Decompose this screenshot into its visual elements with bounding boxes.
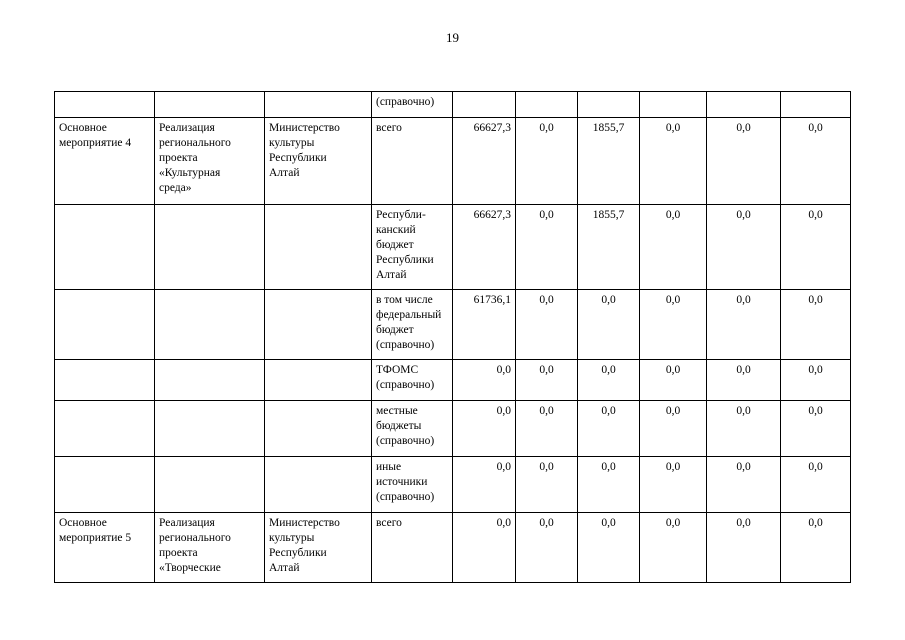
- value-cell: 0,0: [781, 457, 851, 513]
- value-cell: [781, 92, 851, 118]
- funding-source-cell: [372, 205, 453, 290]
- activity-cell: [55, 401, 155, 457]
- project-cell: [155, 401, 265, 457]
- value-cell: 0,0: [640, 360, 707, 401]
- value-cell: 0,0: [578, 457, 640, 513]
- funding-source-text: Республи- канский бюджет Республики Алтай: [376, 209, 434, 281]
- value-cell: 0,0: [707, 360, 781, 401]
- value-cell: 0,0: [781, 513, 851, 583]
- project-text: Реализация регионального проекта «Культурная среда»: [159, 122, 231, 194]
- value-cell: 0,0: [640, 290, 707, 360]
- value-cell: 0,0: [707, 205, 781, 290]
- value-cell: 0,0: [640, 118, 707, 205]
- value-cell: 0,0: [516, 290, 578, 360]
- value-cell: 0,0: [707, 290, 781, 360]
- activity-text: Основное мероприятие 4: [59, 122, 132, 149]
- value-cell: 0,0: [781, 205, 851, 290]
- value-cell: 0,0: [516, 513, 578, 583]
- funding-source-text: местные бюджеты (справочно): [376, 405, 435, 447]
- value-cell: 0,0: [516, 205, 578, 290]
- executor-cell: [265, 513, 372, 583]
- value-cell: 0,0: [516, 118, 578, 205]
- value-cell: 0,0: [516, 360, 578, 401]
- activity-cell: [55, 457, 155, 513]
- value-cell: 0,0: [578, 290, 640, 360]
- value-cell: 0,0: [640, 401, 707, 457]
- value-cell: [707, 92, 781, 118]
- funding-source-text: в том числе федеральный бюджет (справочно): [376, 294, 442, 351]
- value-cell: 66627,3: [453, 118, 516, 205]
- funding-source-text: ТФОМС (справочно): [376, 364, 435, 391]
- activity-cell: [55, 205, 155, 290]
- funding-source-cell: [372, 290, 453, 360]
- value-cell: 0,0: [781, 360, 851, 401]
- table-row: [55, 401, 851, 457]
- value-cell: 0,0: [707, 118, 781, 205]
- activity-cell: [55, 290, 155, 360]
- project-text: Реализация регионального проекта «Творческие: [159, 517, 231, 574]
- project-cell: [155, 457, 265, 513]
- activity-cell: [55, 92, 155, 118]
- table-row: [55, 360, 851, 401]
- value-cell: 0,0: [640, 205, 707, 290]
- activity-cell: [55, 118, 155, 205]
- funding-source-cell: [372, 92, 453, 118]
- funding-source-cell: [372, 360, 453, 401]
- value-cell: 0,0: [516, 457, 578, 513]
- executor-cell: [265, 401, 372, 457]
- executor-text: Министерство культуры Республики Алтай: [269, 122, 340, 179]
- executor-cell: [265, 205, 372, 290]
- value-cell: 0,0: [781, 401, 851, 457]
- executor-text: Министерство культуры Республики Алтай: [269, 517, 340, 574]
- value-cell: 0,0: [453, 360, 516, 401]
- executor-cell: [265, 290, 372, 360]
- value-cell: [516, 92, 578, 118]
- funding-source-text: всего: [376, 122, 402, 134]
- value-cell: 1855,7: [578, 118, 640, 205]
- project-cell: [155, 513, 265, 583]
- table-body: [55, 92, 851, 583]
- value-cell: 0,0: [707, 401, 781, 457]
- page-number: 19: [446, 30, 459, 45]
- value-cell: [578, 92, 640, 118]
- executor-cell: [265, 118, 372, 205]
- funding-source-text: (справочно): [376, 96, 435, 108]
- value-cell: [453, 92, 516, 118]
- executor-cell: [265, 92, 372, 118]
- value-cell: 0,0: [578, 360, 640, 401]
- executor-cell: [265, 360, 372, 401]
- activity-cell: [55, 513, 155, 583]
- funding-source-text: иные источники (справочно): [376, 461, 435, 503]
- project-cell: [155, 118, 265, 205]
- project-cell: [155, 92, 265, 118]
- budget-table: [54, 91, 851, 583]
- funding-source-cell: [372, 401, 453, 457]
- project-cell: [155, 205, 265, 290]
- table-row: [55, 205, 851, 290]
- value-cell: 61736,1: [453, 290, 516, 360]
- project-cell: [155, 360, 265, 401]
- value-cell: 0,0: [707, 457, 781, 513]
- table-row: [55, 92, 851, 118]
- value-cell: 0,0: [640, 457, 707, 513]
- value-cell: 0,0: [453, 457, 516, 513]
- value-cell: [640, 92, 707, 118]
- project-cell: [155, 290, 265, 360]
- value-cell: 0,0: [781, 290, 851, 360]
- value-cell: 0,0: [453, 401, 516, 457]
- value-cell: 0,0: [781, 118, 851, 205]
- table-row: [55, 118, 851, 205]
- value-cell: 0,0: [516, 401, 578, 457]
- value-cell: 0,0: [707, 513, 781, 583]
- funding-source-cell: [372, 457, 453, 513]
- activity-cell: [55, 360, 155, 401]
- value-cell: 1855,7: [578, 205, 640, 290]
- executor-cell: [265, 457, 372, 513]
- funding-source-text: всего: [376, 517, 402, 529]
- funding-source-cell: [372, 513, 453, 583]
- value-cell: 0,0: [578, 401, 640, 457]
- value-cell: 0,0: [640, 513, 707, 583]
- activity-text: Основное мероприятие 5: [59, 517, 132, 544]
- value-cell: 0,0: [453, 513, 516, 583]
- table-row: [55, 290, 851, 360]
- funding-source-cell: [372, 118, 453, 205]
- table-row: [55, 457, 851, 513]
- table-row: [55, 513, 851, 583]
- value-cell: 66627,3: [453, 205, 516, 290]
- value-cell: 0,0: [578, 513, 640, 583]
